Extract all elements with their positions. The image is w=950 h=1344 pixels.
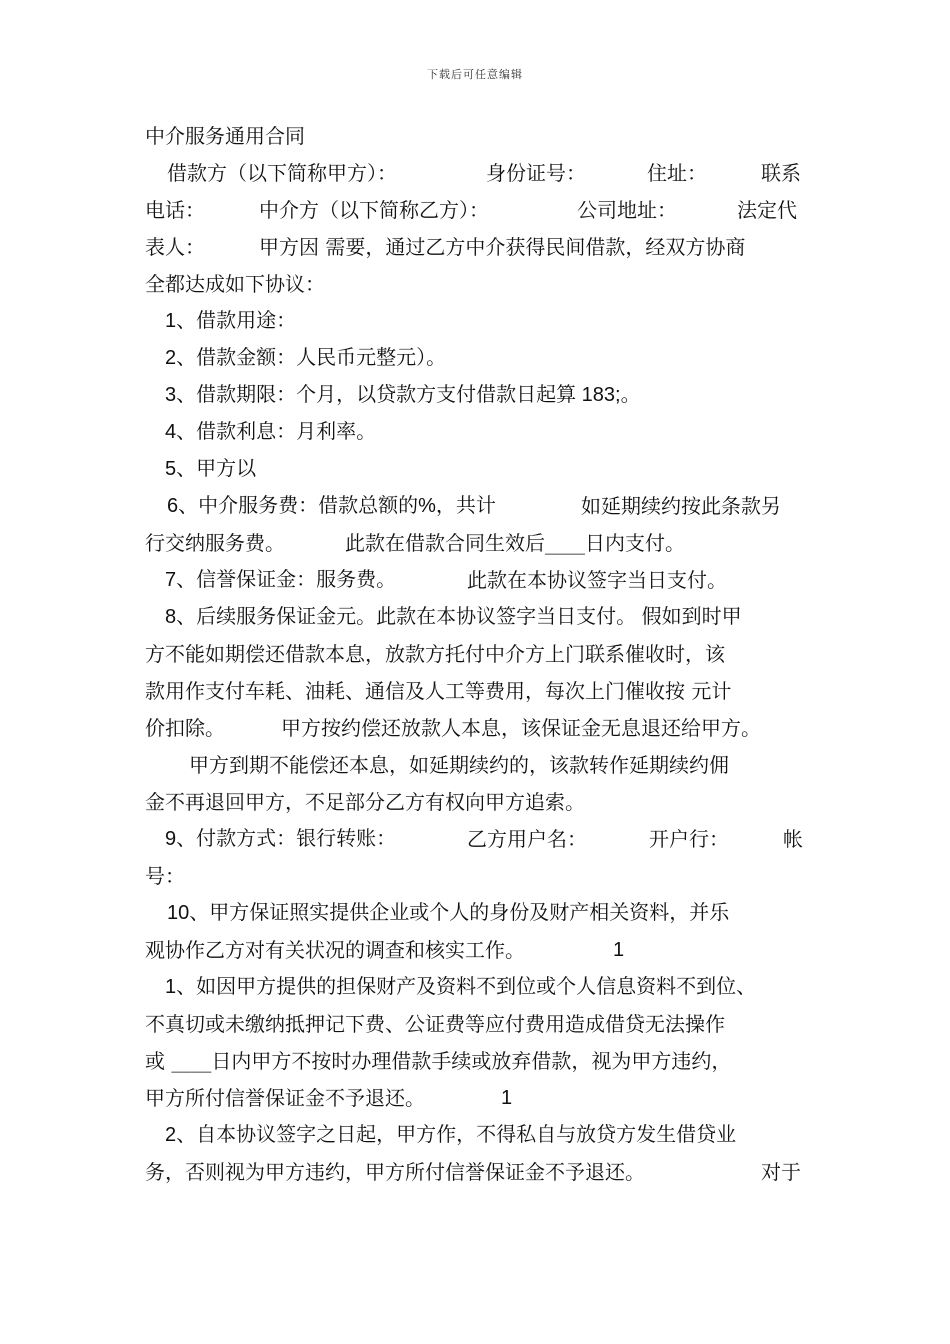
clause-1 [145, 303, 805, 340]
line-text: 1、借款用途： [165, 310, 297, 332]
bank-label: 开户行： [649, 827, 729, 851]
line-text: 此款在本协议签字当日支付。 [467, 568, 727, 592]
paragraph-line [145, 932, 805, 969]
paragraph-line [145, 1043, 805, 1080]
title-text: 中介服务通用合同 [145, 124, 305, 148]
paragraph-line [145, 525, 805, 562]
line-text: 甲方因 需要，通过乙方中介获得民间借款，经双方协商 [259, 235, 746, 259]
clause-8 [145, 599, 805, 636]
line-text: 务，否则视为甲方违约，甲方所付信誉保证金不予退还。 [145, 1160, 645, 1184]
account-label: 帐 [783, 827, 803, 851]
line-text: 2、自本协议签字之日起，甲方作，不得私自与放贷方发生借贷业 [165, 1124, 737, 1146]
line-text: 对于 [761, 1160, 801, 1184]
company-address-label: 公司地址： [577, 198, 677, 222]
line-text: 方不能如期偿还借款本息，放款方托付中介方上门联系催收时，该 [145, 642, 725, 666]
paragraph-line [145, 710, 805, 747]
header-note: 下载后可任意编辑 [427, 68, 523, 81]
paragraph-line [145, 636, 805, 673]
line-text: 甲方按约偿还放款人本息，该保证金无息退还给甲方。 [281, 716, 761, 740]
line-text: 号： [145, 864, 185, 888]
paragraph-line [145, 229, 805, 266]
clause-3 [145, 377, 805, 414]
clause-2 [145, 340, 805, 377]
paragraph-line [145, 858, 805, 895]
clause-5 [145, 451, 805, 488]
clause-7 [145, 562, 805, 599]
paragraph-line [145, 1080, 805, 1117]
line-text: 6、中介服务费：借款总额的%，共计 [167, 495, 496, 517]
line-text: 9、付款方式：银行转账： [165, 828, 397, 850]
footnote-number: 1 [501, 1087, 513, 1109]
line-text: 或 ____日内甲方不按时办理借款手续或放弃借款，视为甲方违约， [145, 1049, 732, 1073]
paragraph-line [145, 266, 805, 303]
paragraph-line [145, 1154, 805, 1191]
line-text: 款用作支付车耗、油耗、通信及人工等费用，每次上门催收按 元计 [145, 679, 732, 703]
line-text: 行交纳服务费。 [145, 531, 285, 555]
footnote-number: 1 [613, 939, 625, 961]
line-text: 5、甲方以 [165, 458, 257, 480]
borrower-label: 借款方（以下简称甲方）： [167, 161, 397, 185]
clause-10 [145, 895, 805, 932]
line-text: 如延期续约按此条款另 [581, 494, 781, 518]
account-name-label: 乙方用户名： [467, 827, 587, 851]
line-text: 不真切或未缴纳抵押记下费、公证费等应付费用造成借贷无法操作 [145, 1012, 725, 1036]
line-text: 价扣除。 [145, 716, 225, 740]
agent-label: 中介方（以下简称乙方）： [259, 198, 489, 222]
legal-rep-label: 法定代 [737, 198, 797, 222]
clause-12 [145, 1117, 805, 1154]
contract-document [145, 118, 805, 1191]
clause-9 [145, 821, 805, 858]
paragraph-line [145, 192, 805, 229]
line-text: 3、借款期限：个月，以贷款方支付借款日起算 183;。 [165, 384, 641, 406]
document-title [145, 118, 805, 155]
paragraph-line [145, 673, 805, 710]
line-text: 全都达成如下协议： [145, 272, 325, 296]
line-text: 1、如因甲方提供的担保财产及资料不到位或个人信息资料不到位、 [165, 976, 757, 998]
line-text: 观协作乙方对有关状况的调查和核实工作。 [145, 938, 525, 962]
clause-11 [145, 969, 805, 1006]
clause-6 [145, 488, 805, 525]
line-text: 4、借款利息：月利率。 [165, 421, 377, 443]
line-text: 此款在借款合同生效后____日内支付。 [345, 531, 685, 555]
line-text: 表人： [145, 235, 205, 259]
line-text: 10、甲方保证照实提供企业或个人的身份及财产相关资料，并乐 [167, 902, 730, 924]
paragraph-line [145, 747, 805, 784]
line-text: 金不再退回甲方，不足部分乙方有权向甲方追索。 [145, 790, 585, 814]
paragraph-line [145, 155, 805, 192]
paragraph-line [145, 1006, 805, 1043]
id-number-label: 身份证号： [486, 161, 586, 185]
line-text: 7、信誉保证金：服务费。 [165, 569, 397, 591]
line-text: 2、借款金额：人民币元整元）。 [165, 347, 447, 369]
phone-label: 电话： [145, 198, 205, 222]
line-text: 甲方到期不能偿还本息，如延期续约的，该款转作延期续约佣 [189, 753, 729, 777]
line-text: 甲方所付信誉保证金不予退还。 [145, 1086, 425, 1110]
address-label: 住址： [647, 161, 707, 185]
line-text: 8、后续服务保证金元。此款在本协议签字当日支付。 假如到时甲 [165, 606, 742, 628]
clause-4 [145, 414, 805, 451]
paragraph-line [145, 784, 805, 821]
contact-label: 联系 [761, 161, 801, 185]
